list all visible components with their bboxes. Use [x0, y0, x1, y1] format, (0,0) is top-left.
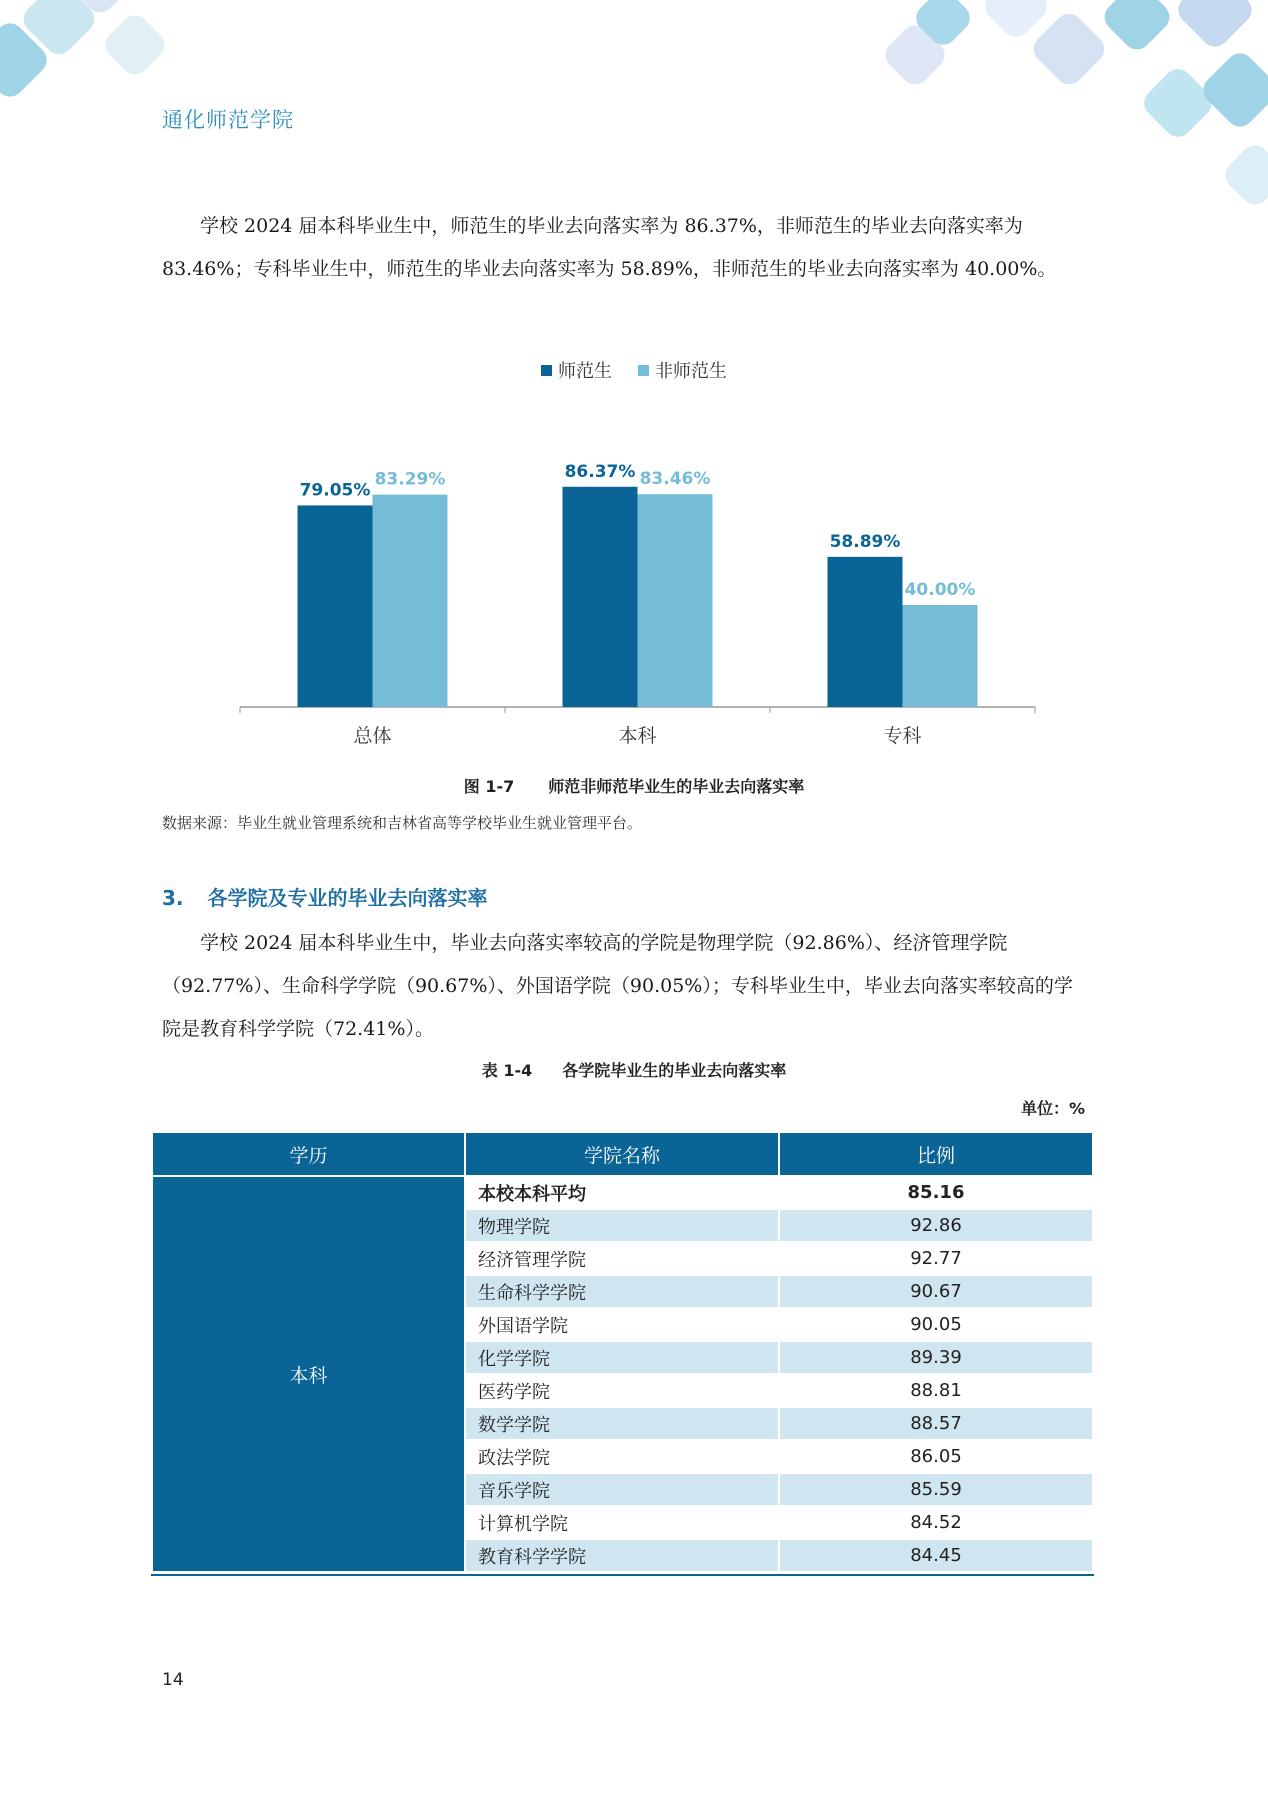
category-label: 本科	[618, 725, 657, 747]
table-bottom-rule	[151, 1574, 1094, 1576]
college-name-cell: 政法学院	[465, 1440, 779, 1473]
bar-series1	[298, 505, 373, 707]
table-header-row	[152, 1132, 1093, 1176]
college-name-cell: 物理学院	[465, 1209, 779, 1242]
college-name-cell: 化学学院	[465, 1341, 779, 1374]
source-note: 数据来源：毕业生就业管理系统和吉林省高等学校毕业生就业管理平台。	[162, 814, 643, 832]
legend-label-series2: 非师范生	[655, 361, 727, 382]
data-label: 86.37%	[564, 461, 636, 482]
college-name-cell: 本校本科平均	[465, 1176, 779, 1209]
table-body	[152, 1176, 1093, 1572]
table-row-average	[152, 1176, 1093, 1209]
bar-chart	[0, 0, 1268, 760]
section-paragraph: 学校 2024 届本科毕业生中，毕业去向落实率较高的学院是物理学院（92.86%）、经济管理学院（92.77%）、生命科学学院（90.67%）、外国语学院（90.05%）；专科毕业生中，毕业去向落实率较高的学院是教育科学学院（72.41%）。	[162, 932, 1073, 1040]
rate-table	[151, 1131, 1094, 1573]
section-number: 3.	[162, 886, 184, 910]
level-cell: 本科	[152, 1176, 465, 1572]
table-caption	[0, 1058, 1268, 1081]
header-level: 学历	[152, 1132, 465, 1176]
category-label: 总体	[353, 725, 392, 747]
table-title: 各学院毕业生的毕业去向落实率	[562, 1061, 787, 1080]
college-name-cell: 外国语学院	[465, 1308, 779, 1341]
table-unit: 单位：%	[1020, 1099, 1085, 1118]
data-label: 79.05%	[299, 480, 371, 501]
college-name-cell: 教育科学学院	[465, 1539, 779, 1572]
rate-cell: 90.05	[779, 1308, 1093, 1341]
figure-title: 师范非师范毕业生的毕业去向落实率	[548, 777, 805, 796]
college-name-cell: 音乐学院	[465, 1473, 779, 1506]
rate-cell: 88.57	[779, 1407, 1093, 1440]
table-number: 表 1-4	[481, 1061, 533, 1080]
rate-cell: 84.45	[779, 1539, 1093, 1572]
bar-series2	[373, 495, 448, 707]
section-title: 各学院及专业的毕业去向落实率	[207, 886, 488, 910]
data-label: 83.29%	[374, 469, 446, 490]
rate-cell: 92.86	[779, 1209, 1093, 1242]
data-label: 40.00%	[904, 580, 976, 600]
header-title: 通化师范学院	[162, 108, 294, 132]
bar-series1	[828, 557, 903, 707]
college-name-cell: 医药学院	[465, 1374, 779, 1407]
rate-cell: 89.39	[779, 1341, 1093, 1374]
category-label: 专科	[883, 725, 922, 747]
college-name-cell: 生命科学学院	[465, 1275, 779, 1308]
rate-cell: 92.77	[779, 1242, 1093, 1275]
intro-paragraph: 学校 2024 届本科毕业生中，师范生的毕业去向落实率为 86.37%，非师范生的毕业去向落实率为 83.46%；专科毕业生中，师范生的毕业去向落实率为 58.89%，非师范生的毕业去向落实率为 40.00%。	[162, 215, 1057, 280]
header-college: 学院名称	[465, 1132, 779, 1176]
header-rate: 比例	[779, 1132, 1093, 1176]
section-heading	[162, 882, 488, 911]
data-label: 58.89%	[829, 531, 901, 552]
rate-cell: 84.52	[779, 1506, 1093, 1539]
bar-series1	[563, 487, 638, 707]
rate-cell: 85.59	[779, 1473, 1093, 1506]
data-label: 83.46%	[639, 469, 711, 490]
bar-series2	[638, 494, 713, 707]
rate-cell: 86.05	[779, 1440, 1093, 1473]
page-number: 14	[162, 1670, 184, 1690]
rate-cell: 90.67	[779, 1275, 1093, 1308]
college-name-cell: 计算机学院	[465, 1506, 779, 1539]
college-name-cell: 经济管理学院	[465, 1242, 779, 1275]
college-name-cell: 数学学院	[465, 1407, 779, 1440]
bar-series2	[903, 605, 978, 707]
figure-number: 图 1-7	[463, 777, 515, 796]
legend-label-series1: 师范生	[558, 361, 612, 382]
rate-cell: 85.16	[779, 1176, 1093, 1209]
rate-cell: 88.81	[779, 1374, 1093, 1407]
figure-caption	[0, 774, 1268, 797]
